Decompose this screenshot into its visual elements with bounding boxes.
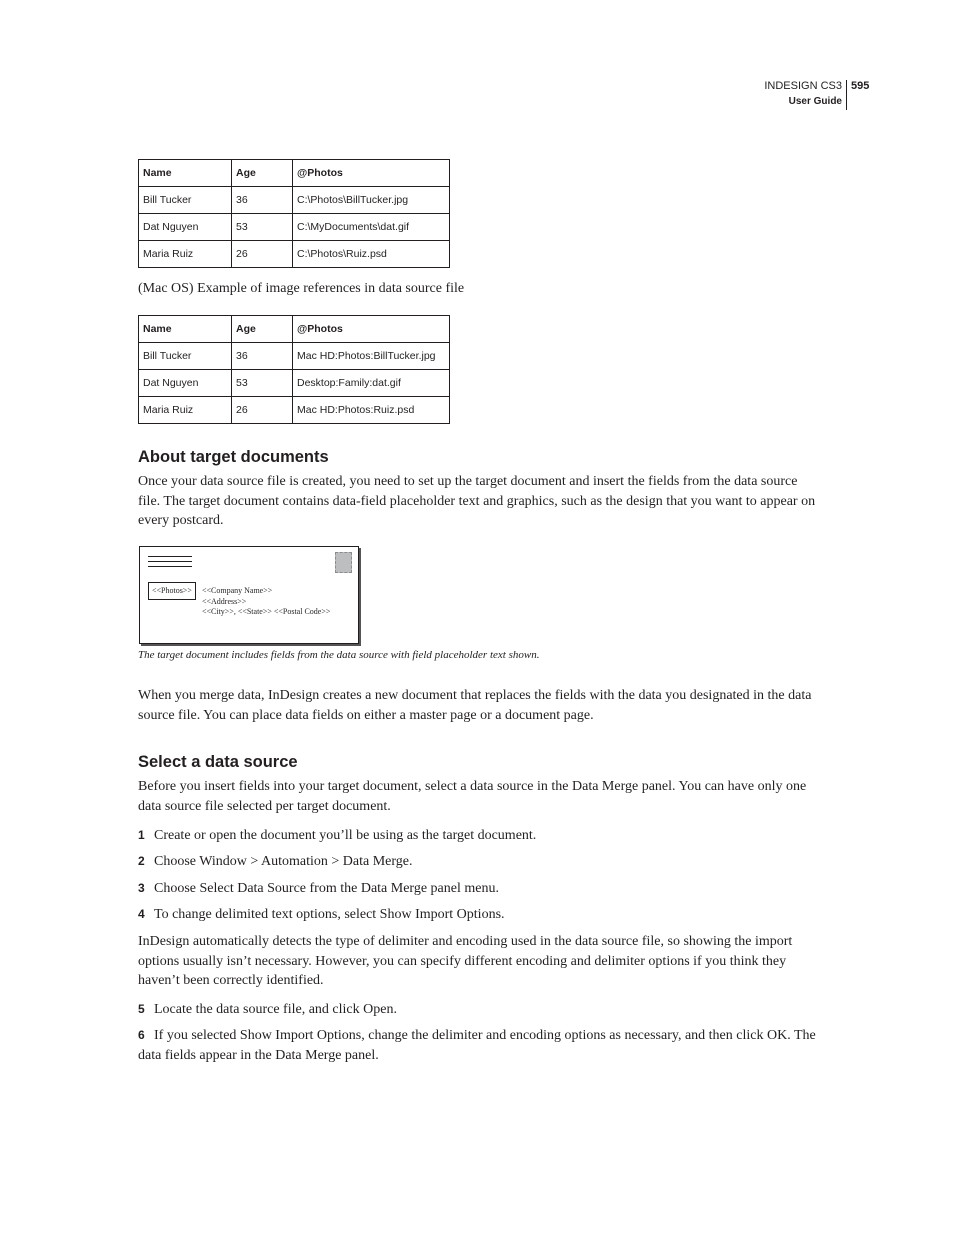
table-cell: 26 — [232, 241, 293, 268]
step-number: 3 — [138, 881, 145, 895]
table-header-row — [139, 316, 450, 343]
table-cell: 36 — [232, 187, 293, 214]
table-cell: Maria Ruiz — [139, 241, 232, 268]
section-heading-select-data-source: Select a data source — [138, 753, 298, 771]
table-cell: Mac HD:Photos:Ruiz.psd — [293, 397, 450, 424]
step-number: 4 — [138, 907, 145, 921]
city-state-postal-field: <<City>>, <<State>> <<Postal Code>> — [202, 607, 331, 616]
header-cell: @Photos — [293, 160, 450, 187]
table2-caption: (Mac OS) Example of image references in data source file — [138, 281, 465, 296]
running-header — [764, 79, 842, 109]
header-cell: Age — [232, 160, 293, 187]
figure-caption: The target document includes fields from the data source with field placeholder text shown. — [138, 649, 540, 661]
body-paragraph: When you merge data, InDesign creates a new document that replaces the fields with the data you designated in the data source file. You can place data fields on either a master page or a document page. — [138, 688, 812, 723]
page-number: 595 — [851, 80, 870, 92]
header-cell: Age — [232, 316, 293, 343]
step-item — [138, 826, 816, 846]
step-number: 1 — [138, 828, 145, 842]
step-item — [138, 1026, 816, 1065]
table-cell: Dat Nguyen — [139, 214, 232, 241]
step-text: If you selected Show Import Options, change the delimiter and encoding options as necessary, and then click OK. The data fields appear in the Data Merge panel. — [138, 1028, 816, 1063]
step-text: Choose Window > Automation > Data Merge. — [154, 854, 413, 869]
step-item — [138, 852, 816, 872]
table-cell: 53 — [232, 370, 293, 397]
guide-name: User Guide — [788, 96, 842, 107]
body-paragraph: Once your data source file is created, you need to set up the target document and insert the fields from the data source file. The target document contains data-field placeholder text and graphics, such as the design that you want to appear on every postcard. — [138, 474, 816, 529]
stamp-placeholder — [335, 552, 352, 573]
header-cell: Name — [139, 316, 232, 343]
table-cell: 53 — [232, 214, 293, 241]
table-cell: C:\MyDocuments\dat.gif — [293, 214, 450, 241]
return-address-line — [148, 556, 192, 557]
step-item — [138, 879, 816, 899]
table-cell: 36 — [232, 343, 293, 370]
return-address-line — [148, 561, 192, 562]
table-cell: Desktop:Family:dat.gif — [293, 370, 450, 397]
target-document-illustration — [139, 546, 359, 644]
header-divider — [846, 80, 847, 110]
header-cell: @Photos — [293, 316, 450, 343]
table-cell: Mac HD:Photos:BillTucker.jpg — [293, 343, 450, 370]
step-item — [138, 1000, 816, 1020]
table-cell: Bill Tucker — [139, 187, 232, 214]
table-cell: Bill Tucker — [139, 343, 232, 370]
mac-image-reference-table — [138, 315, 450, 424]
table-row — [139, 187, 450, 214]
step-text: To change delimited text options, select Show Import Options. — [154, 907, 505, 922]
step-number: 2 — [138, 854, 145, 868]
table-cell: C:\Photos\Ruiz.psd — [293, 241, 450, 268]
table-cell: Maria Ruiz — [139, 397, 232, 424]
step-text: Create or open the document you’ll be using as the target document. — [154, 828, 537, 843]
table-cell: C:\Photos\BillTucker.jpg — [293, 187, 450, 214]
table-cell: 26 — [232, 397, 293, 424]
address-field: <<Address>> — [202, 596, 247, 606]
return-address-line — [148, 566, 192, 567]
table-row — [139, 241, 450, 268]
table-cell: Dat Nguyen — [139, 370, 232, 397]
header-cell: Name — [139, 160, 232, 187]
body-paragraph: Before you insert fields into your target document, select a data source in the Data Merge panel. You can have only one data source file selected per target document. — [138, 779, 807, 814]
step-number: 6 — [138, 1028, 145, 1042]
company-name-field: <<Company Name>> — [202, 586, 273, 595]
table-row — [139, 343, 450, 370]
photos-field-frame: <<Photos>> — [148, 582, 196, 600]
section-heading-target-documents: About target documents — [138, 448, 329, 466]
table-header-row — [139, 160, 450, 187]
body-paragraph: InDesign automatically detects the type of delimiter and encoding used in the data source file, so showing the import options usually isn’t necessary. However, you can specify different encoding and delimiter options if you think they haven’t been correctly identified. — [138, 934, 793, 989]
step-text: Choose Select Data Source from the Data Merge panel menu. — [154, 881, 499, 896]
table-row — [139, 397, 450, 424]
table-row — [139, 370, 450, 397]
address-fields — [202, 586, 330, 618]
step-text: Locate the data source file, and click Open. — [154, 1002, 397, 1017]
product-name: INDESIGN CS3 — [764, 80, 842, 92]
table-row — [139, 214, 450, 241]
windows-image-reference-table — [138, 159, 450, 268]
step-item — [138, 905, 816, 925]
step-number: 5 — [138, 1002, 145, 1016]
